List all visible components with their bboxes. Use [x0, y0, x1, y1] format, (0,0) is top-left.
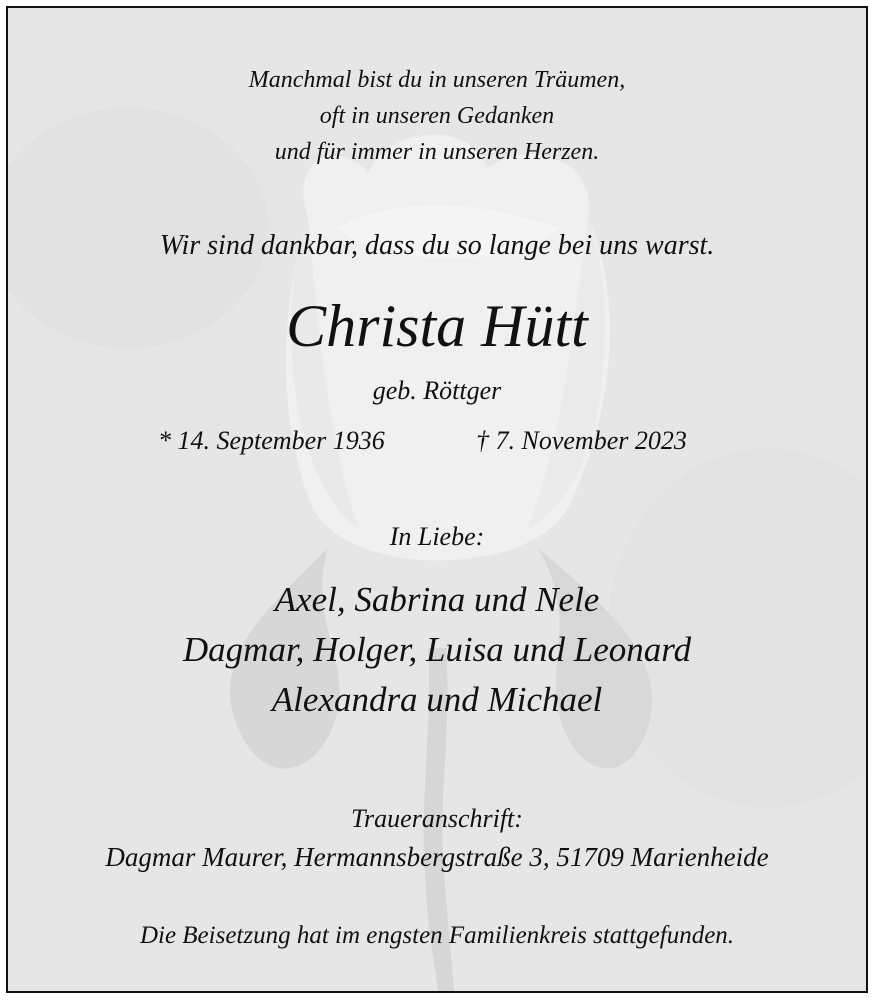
poem-line-1: Manchmal bist du in unseren Träumen, [248, 67, 626, 93]
obituary-card [6, 6, 868, 993]
burial-note: Die Beisetzung hat im engsten Familienkreis stattgefunden. [139, 922, 735, 949]
mourner-line-3: Alexandra und Michael [271, 680, 603, 719]
maiden-name: geb. Röttger [372, 376, 502, 405]
love-label: In Liebe: [389, 522, 485, 551]
deceased-name: Christa Hütt [286, 293, 588, 359]
thanks-line: Wir sind dankbar, dass du so lange bei uns warst. [159, 230, 715, 261]
mourning-address: Dagmar Maurer, Hermannsbergstraße 3, 51709 Marienheide [105, 842, 769, 872]
mourner-line-1: Axel, Sabrina und Nele [274, 580, 600, 619]
poem-line-3: und für immer in unseren Herzen. [274, 139, 600, 165]
poem-line-2: oft in unseren Gedanken [319, 103, 555, 129]
address-label: Traueranschrift: [351, 804, 523, 833]
birth-date: * 14. September 1936 [158, 426, 385, 455]
mourner-line-2: Dagmar, Holger, Luisa und Leonard [182, 630, 692, 669]
death-date: † 7. November 2023 [476, 426, 687, 455]
